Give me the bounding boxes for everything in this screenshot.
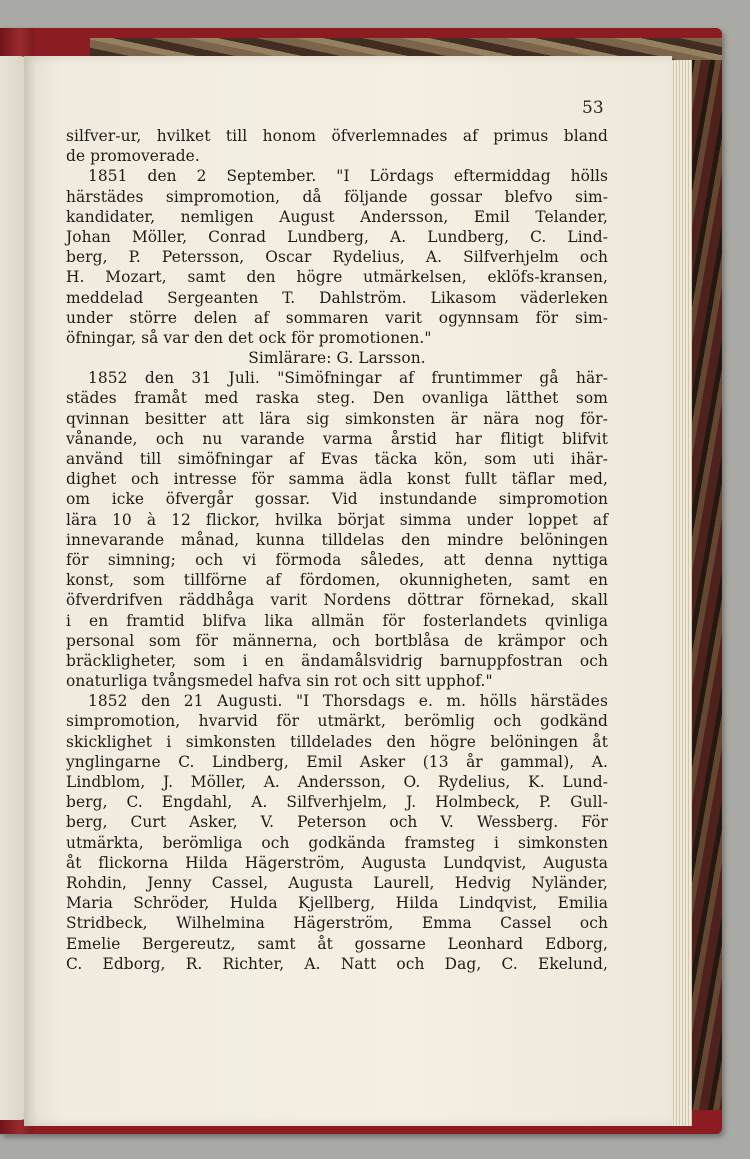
text-line: Johan Möller, Conrad Lundberg, A. Lundberg, C. Lind-	[66, 227, 608, 246]
text-line: öfningar, så var den det ock för promotionen."	[66, 328, 432, 347]
text-line: 1852 den 21 Augusti. "I Thorsdags e. m. hölls härstädes	[88, 692, 608, 711]
page-number: 53	[582, 98, 604, 118]
text-line: Rohdin, Jenny Cassel, Augusta Laurell, Hedvig Nyländer,	[66, 873, 608, 892]
text-line: lära 10 à 12 flickor, hvilka börjat simma under loppet af	[66, 510, 608, 529]
text-line: personal som för männerna, och bortblåsa de krämpor och	[66, 631, 608, 650]
text-line: under större delen af sommaren varit ogynnsam för sim-	[66, 308, 608, 327]
text-line: silfver-ur, hvilket till honom öfverlemnades af primus bland	[66, 127, 608, 145]
text-line: i en framtid blifva lika allmän för fosterlandets qvinliga	[66, 611, 608, 630]
text-line: C. Edborg, R. Richter, A. Natt och Dag, C. Ekelund,	[66, 954, 608, 973]
text-line: åt flickorna Hilda Hägerström, Augusta Lundqvist, Augusta	[66, 853, 608, 872]
text-line: onaturliga tvångsmedel hafva sin rot och sitt upphof."	[66, 672, 493, 691]
text-line: använd till simöfningar af Evas täcka kön, som uti ihär-	[66, 450, 608, 468]
text-line: dighet och intresse för samma ädla konst fullt täflar med,	[66, 470, 608, 489]
body-text	[66, 126, 608, 974]
text-line: ynglingarne C. Lindberg, Emil Asker (13 år gammal), A.	[66, 752, 608, 771]
text-line: utmärkta, berömliga och godkända framsteg i simkonsten	[66, 833, 608, 852]
text-line: Simlärare: G. Larsson.	[248, 349, 426, 368]
text-line: Lindblom, J. Möller, A. Andersson, O. Rydelius, K. Lund-	[66, 773, 608, 791]
book-page	[24, 56, 672, 1126]
text-line: öfverdrifven räddhåga varit Nordens döttrar förnekad, skall	[66, 591, 608, 610]
text-line: härstädes simpromotion, då följande gossar blefvo sim-	[66, 187, 608, 206]
text-line: vånande, och nu varande varma årstid har flitigt blifvit	[66, 429, 608, 448]
text-line: berg, Curt Asker, V. Peterson och V. Wessberg. För	[66, 813, 608, 832]
text-line: konst, som tillförne af fördomen, okunnigheten, samt en	[66, 571, 608, 590]
text-line: Stridbeck, Wilhelmina Hägerström, Emma Cassel och	[66, 914, 608, 933]
text-line: skicklighet i simkonsten tilldelades den högre belöningen åt	[66, 732, 608, 751]
marbled-edge-right	[690, 60, 722, 1110]
text-line: de promoverade.	[66, 147, 200, 166]
text-line: meddelad Sergeanten T. Dahlström. Likasom väderleken	[66, 288, 608, 307]
text-line: för simning; och vi förmoda således, att denna nyttiga	[66, 550, 608, 569]
text-line: simpromotion, hvarvid för utmärkt, berömlig och godkänd	[66, 712, 608, 731]
text-line: bräckligheter, som i en ändamålsvidrig barnuppfostran och	[66, 651, 608, 670]
text-line: Emelie Bergereutz, samt åt gossarne Leonhard Edborg,	[66, 934, 608, 953]
text-line: om icke öfvergår gossar. Vid instundande simpromotion	[66, 490, 608, 509]
text-line: innevarande månad, kunna tilldelas den mindre belöningen	[66, 530, 608, 549]
text-line: qvinnan besitter att lära sig simkonsten är nära nog för-	[66, 409, 608, 428]
text-line: Maria Schröder, Hulda Kjellberg, Hilda Lindqvist, Emilia	[66, 894, 608, 913]
text-line: 1851 den 2 September. "I Lördags eftermiddag hölls	[88, 167, 608, 186]
text-line: 1852 den 31 Juli. "Simöfningar af fruntimmer gå här-	[88, 369, 608, 388]
text-line: H. Mozart, samt den högre utmärkelsen, eklöfs-kransen,	[66, 268, 608, 287]
text-line: kandidater, nemligen August Andersson, Emil Telander,	[66, 207, 608, 226]
text-line: berg, P. Petersson, Oscar Rydelius, A. Silfverhjelm och	[66, 248, 608, 267]
text-line: berg, C. Engdahl, A. Silfverhjelm, J. Holmbeck, P. Gull-	[66, 793, 608, 812]
text-line: städes framåt med raska steg. Den ovanliga lätthet som	[66, 389, 608, 408]
